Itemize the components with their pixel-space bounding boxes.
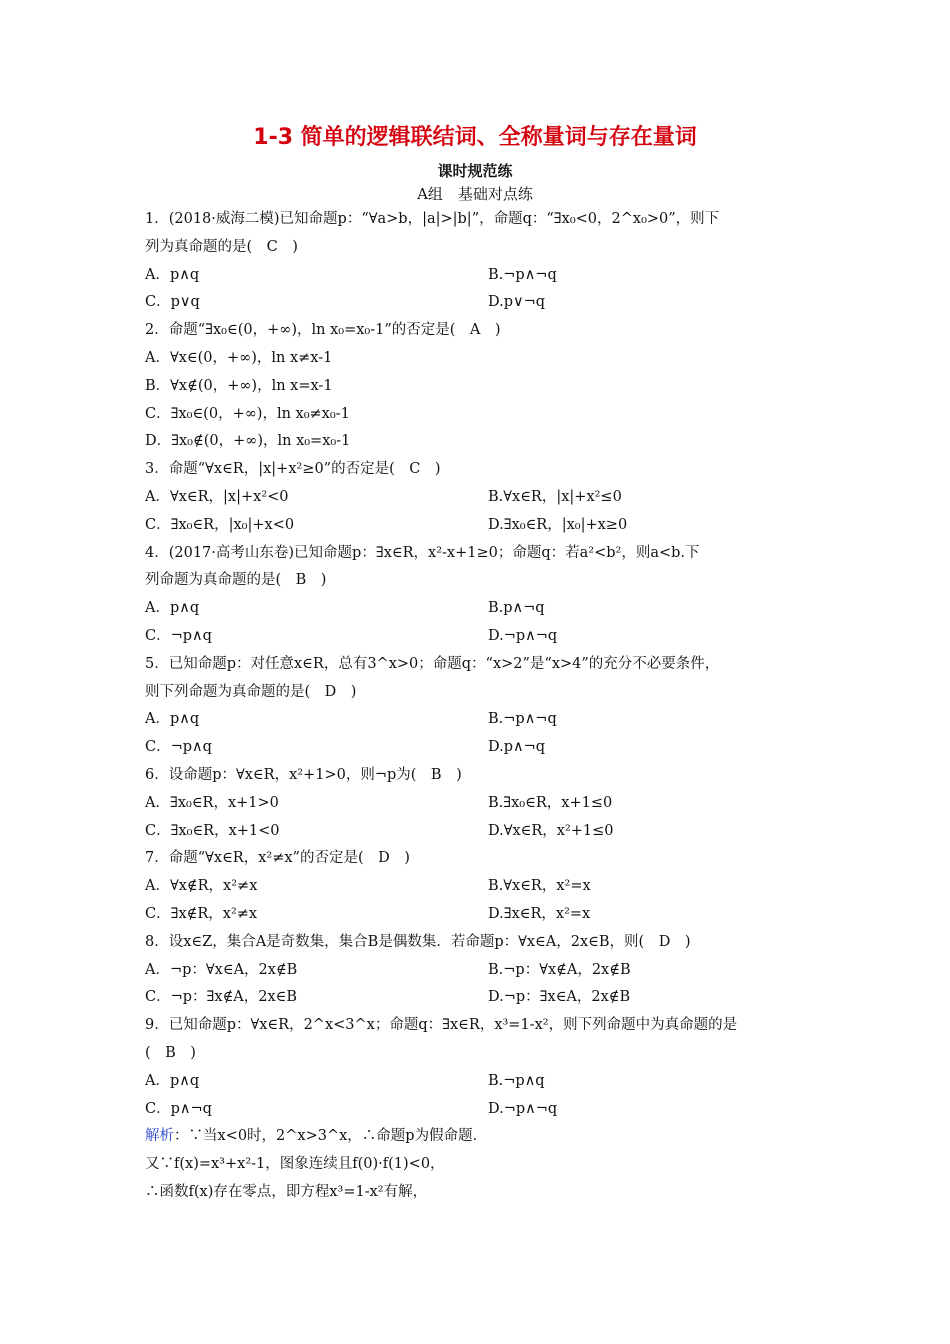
- solution-line-1: [145, 1123, 810, 1151]
- option-a: A．∀x∈R，|x|+x²<0: [145, 488, 289, 505]
- question-1-options-cd: [145, 289, 810, 317]
- solution-line-3: ∴函数f(x)存在零点，即方程x³=1-x²有解，: [145, 1183, 428, 1200]
- question-1-stem: 1．(2018·威海二模)已知命题p：“∀a>b，|a|>|b|”，命题q：“∃x₀<0，2^x₀>0”，则下: [145, 211, 720, 227]
- question-6-options-ab: [145, 790, 810, 818]
- question-9-stem-cont: ( B ): [145, 1044, 196, 1061]
- question-1-options-ab: [145, 262, 810, 290]
- option-d: D.¬p∧¬q: [488, 1100, 558, 1117]
- question-8-stem: 8．设x∈Z，集合A是奇数集，集合B是偶数集．若命题p：∀x∈A，2x∈B，则( D ): [145, 933, 691, 950]
- option-c: C．p∧¬q: [145, 1100, 212, 1117]
- option-c: C．¬p∧q: [145, 627, 212, 644]
- question-6-options-cd: [145, 818, 810, 846]
- question-5-stem-cont: 则下列命题为真命题的是( D ): [145, 683, 357, 700]
- option-a: A．p∧q: [145, 1072, 200, 1089]
- option-b: B.∃x₀∈R，x+1≤0: [488, 794, 613, 811]
- option-a: A．∃x₀∈R，x+1>0: [145, 794, 279, 811]
- question-3-options-cd: [145, 512, 810, 540]
- question-2-stem: 2．命题“∃x₀∈(0，+∞)，ln x₀=x₀-1”的否定是( A ): [145, 322, 501, 339]
- question-5-options-ab: [145, 706, 810, 734]
- question-7-options-cd: [145, 901, 810, 929]
- option-a: A．p∧q: [145, 266, 200, 283]
- option-d: D.¬p∧¬q: [488, 627, 558, 644]
- option-a: A．p∧q: [145, 711, 200, 728]
- option-a: A．p∧q: [145, 600, 200, 617]
- question-4-options-cd: [145, 623, 810, 651]
- option-b: B.∀x∈R，|x|+x²≤0: [488, 488, 622, 505]
- option-c: C．∃x₀∈R，|x₀|+x<0: [145, 516, 295, 533]
- option-b: B.p∧¬q: [488, 600, 545, 617]
- option-c: C．p∨q: [145, 294, 200, 311]
- page-subtitle: 课时规范练: [437, 162, 513, 180]
- question-9-options-cd: [145, 1096, 810, 1124]
- option-b: B．∀x∉(0，+∞)，ln x=x-1: [145, 377, 333, 394]
- option-b: B.¬p：∀x∉A，2x∉B: [488, 961, 631, 978]
- page-title: 1-3 简单的逻辑联结词、全称量词与存在量词: [253, 125, 697, 150]
- option-c: C．∃x∉R，x²≠x: [145, 905, 258, 922]
- option-a: A．¬p：∀x∈A，2x∉B: [145, 961, 298, 978]
- solution-label: 解析: [145, 1128, 174, 1145]
- question-4-stem-cont: 列命题为真命题的是( B ): [145, 572, 327, 589]
- option-d: D.∃x∈R，x²=x: [488, 905, 591, 922]
- question-5-options-cd: [145, 734, 810, 762]
- option-c: C．¬p：∃x∉A，2x∈B: [145, 989, 298, 1006]
- question-8-options-cd: [145, 984, 810, 1012]
- option-a: A．∀x∉R，x²≠x: [145, 878, 258, 895]
- option-d: D.¬p：∃x∈A，2x∉B: [488, 989, 631, 1006]
- group-label: A组 基础对点练: [417, 185, 533, 203]
- option-d: D.p∧¬q: [488, 739, 546, 756]
- question-9-options-ab: [145, 1068, 810, 1096]
- question-5-stem: 5．已知命题p：对任意x∈R，总有3^x>0；命题q：“x>2”是“x>4”的充分不必要条件，: [145, 655, 720, 672]
- question-4-stem: 4．(2017·高考山东卷)已知命题p：∃x∈R，x²-x+1≥0；命题q：若a²<b²，则a<b.下: [145, 544, 700, 561]
- question-3-stem: 3．命题“∀x∈R，|x|+x²≥0”的否定是( C ): [145, 461, 441, 478]
- solution-line-2: 又∵f(x)=x³+x²-1，图象连续且f(0)·f(1)<0，: [145, 1156, 445, 1173]
- option-d: D.p∨¬q: [488, 294, 546, 311]
- question-7-options-ab: [145, 873, 810, 901]
- option-a: A．∀x∈(0，+∞)，ln x≠x-1: [145, 349, 333, 366]
- option-c: C．∃x₀∈R，x+1<0: [145, 822, 280, 839]
- question-9-stem: 9．已知命题p：∀x∈R，2^x<3^x；命题q：∃x∈R，x³=1-x²，则下列命题中为真命题的是: [145, 1017, 738, 1034]
- option-b: B.∀x∈R，x²=x: [488, 878, 591, 895]
- option-c: C．¬p∧q: [145, 739, 212, 756]
- option-d: D．∃x₀∉(0，+∞)，ln x₀=x₀-1: [145, 433, 351, 450]
- option-d: D.∀x∈R，x²+1≤0: [488, 822, 614, 839]
- question-8-options-ab: [145, 957, 810, 985]
- option-d: D.∃x₀∈R，|x₀|+x≥0: [488, 516, 628, 533]
- question-4-options-ab: [145, 595, 810, 623]
- solution-text: ：∵当x<0时，2^x>3^x，∴命题p为假命题．: [174, 1128, 488, 1145]
- question-list: [145, 206, 810, 1207]
- question-6-stem: 6．设命题p：∀x∈R，x²+1>0，则¬p为( B ): [145, 766, 462, 783]
- question-3-options-ab: [145, 484, 810, 512]
- option-c: C．∃x₀∈(0，+∞)，ln x₀≠x₀-1: [145, 405, 350, 422]
- question-1-stem-cont: 列为真命题的是( C ): [145, 238, 298, 255]
- question-7-stem: 7．命题“∀x∈R，x²≠x”的否定是( D ): [145, 850, 410, 867]
- option-b: B.¬p∧¬q: [488, 711, 557, 728]
- option-b: B.¬p∧q: [488, 1072, 545, 1089]
- option-b: B.¬p∧¬q: [488, 266, 557, 283]
